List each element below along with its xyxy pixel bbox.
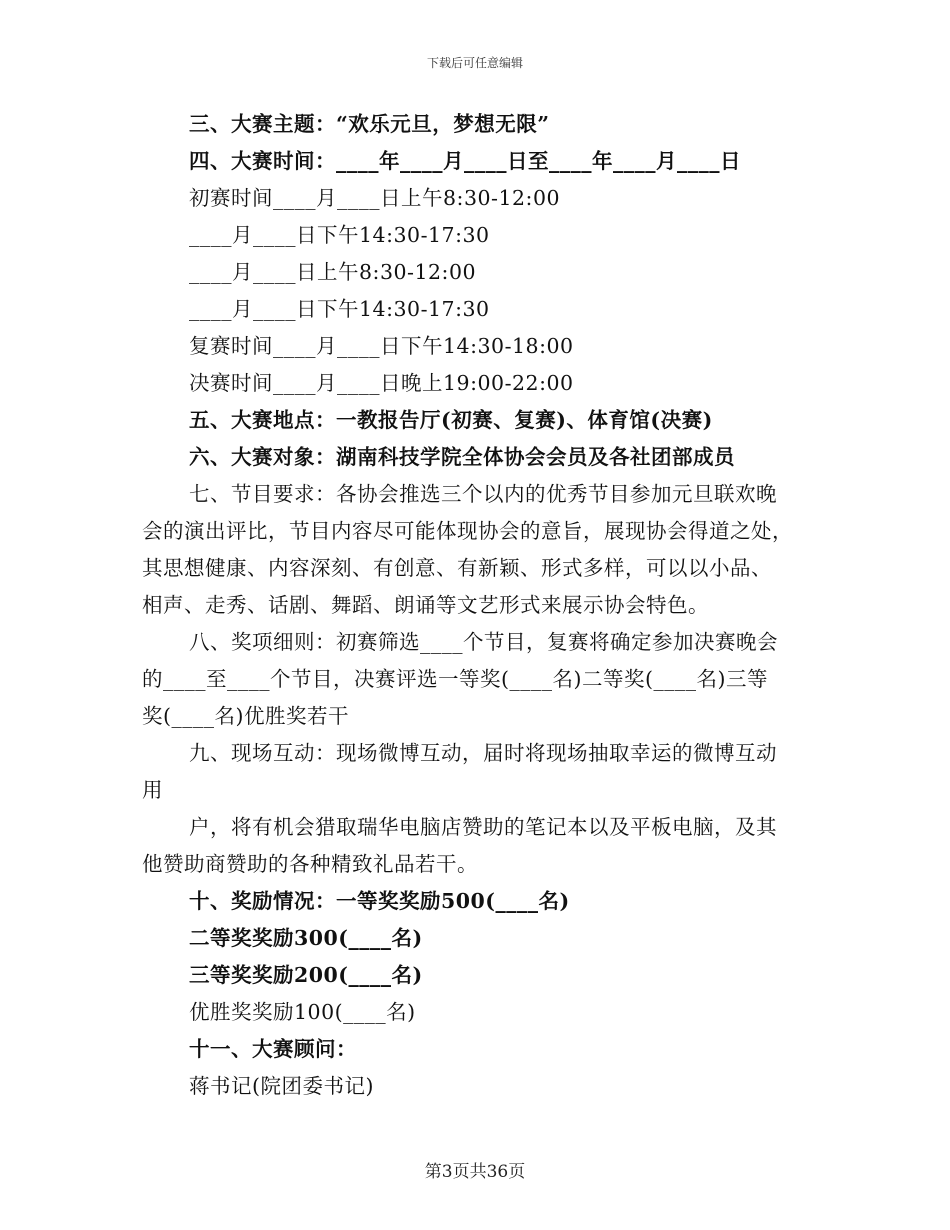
section-7-requirements: 七、节目要求：各协会推选三个以内的优秀节目参加元旦联欢晚: [189, 482, 777, 506]
advisor-name: 蒋书记(院团委书记): [189, 1074, 374, 1098]
paragraph-line: 其思想健康、内容深刻、有创意、有新颖、形式多样，可以以小品、: [142, 556, 772, 580]
final-time: 决赛时间____月____日晚上19:00-22:00: [189, 371, 574, 395]
semifinal-time: 复赛时间____月____日下午14:30-18:00: [189, 334, 574, 358]
third-prize-reward: 三等奖奖励200(____名): [189, 963, 423, 987]
section-6-participants: 六、大赛对象：湖南科技学院全体协会会员及各社团部成员: [189, 445, 735, 469]
second-prize-reward: 二等奖奖励300(____名): [189, 926, 423, 950]
section-10-rewards: 十、奖励情况：一等奖奖励500(____名): [189, 889, 570, 913]
page-footer: 第3页共36页: [424, 1162, 526, 1182]
prelim-time-3: ____月____日上午8:30-12:00: [189, 260, 477, 284]
paragraph-line: 用: [142, 778, 163, 802]
paragraph-line: 他赞助商赞助的各种精致礼品若干。: [142, 852, 478, 876]
merit-prize-reward: 优胜奖奖励100(____名): [189, 1000, 416, 1024]
document-body: [142, 106, 807, 1105]
section-3-theme: 三、大赛主题：“欢乐元旦，梦想无限”: [189, 112, 550, 136]
prelim-time-2: ____月____日下午14:30-17:30: [189, 223, 490, 247]
section-11-advisors: 十一、大赛顾问：: [189, 1037, 357, 1061]
paragraph-line: 相声、走秀、话剧、舞蹈、朗诵等文艺形式来展示协会特色。: [142, 593, 709, 617]
prelim-time-1: 初赛时间____月____日上午8:30-12:00: [189, 186, 561, 210]
page-header: 下载后可任意编辑: [426, 56, 523, 70]
section-5-venue: 五、大赛地点：一教报告厅(初赛、复赛)、体育馆(决赛): [189, 408, 713, 432]
paragraph-line: 户，将有机会猎取瑞华电脑店赞助的笔记本以及平板电脑，及其: [189, 815, 777, 839]
section-8-awards-rules: 八、奖项细则：初赛筛选____个节目，复赛将确定参加决赛晚会: [189, 630, 778, 654]
paragraph-line: 奖(____名)优胜奖若干: [142, 704, 349, 728]
paragraph-line: 的____至____个节目，决赛评选一等奖(____名)二等奖(____名)三等: [142, 667, 768, 691]
paragraph-line: 会的演出评比，节目内容尽可能体现协会的意旨，展现协会得道之处，: [142, 519, 793, 543]
section-4-time: 四、大赛时间：____年____月____日至____年____月____日: [189, 149, 741, 173]
section-9-interaction: 九、现场互动：现场微博互动，届时将现场抽取幸运的微博互动: [189, 741, 777, 765]
prelim-time-4: ____月____日下午14:30-17:30: [189, 297, 490, 321]
